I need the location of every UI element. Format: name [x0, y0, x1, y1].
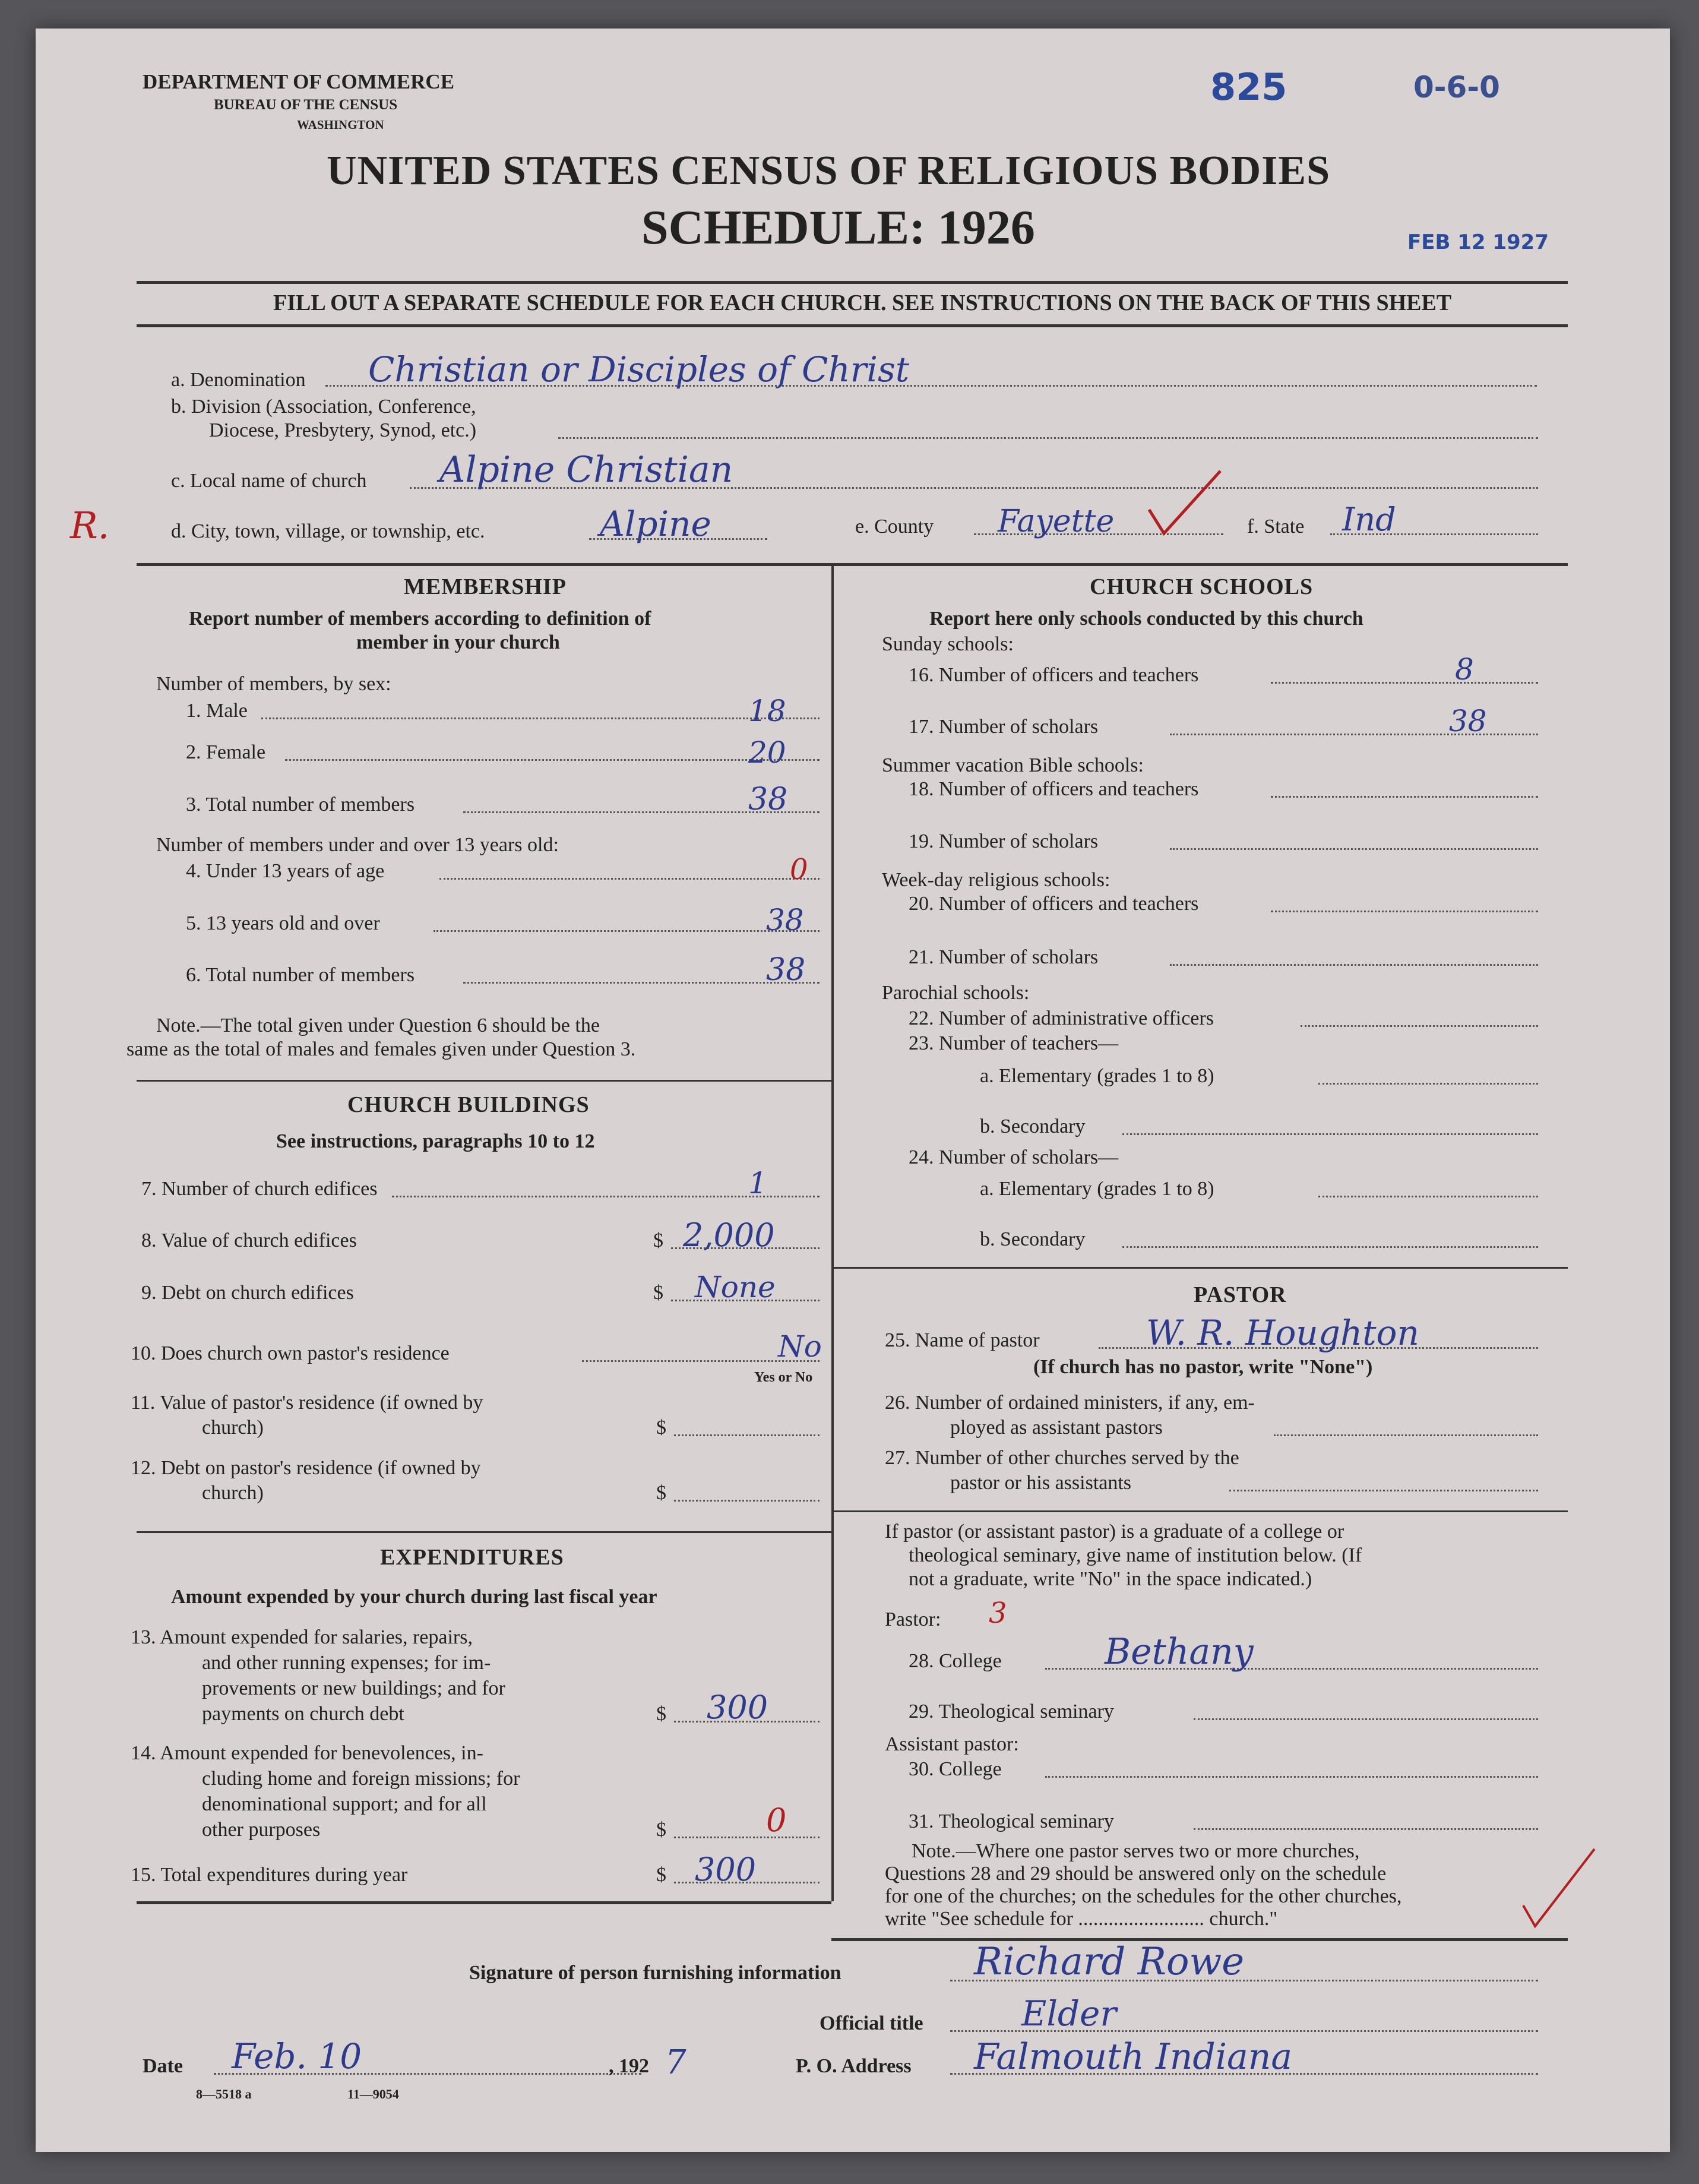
state-label: f. State: [1247, 516, 1305, 538]
q15-label: 15. Total expenditures during year: [131, 1864, 408, 1886]
rule: [137, 281, 1568, 284]
q11-label-2: church): [202, 1417, 264, 1439]
graduate-note: If pastor (or assistant pastor) is a graduate of a college or: [885, 1521, 1344, 1543]
field-line: [1194, 1718, 1538, 1720]
membership-title: MEMBERSHIP: [404, 574, 567, 599]
q3-value[interactable]: 38: [748, 782, 788, 817]
subtitle: FILL OUT A SEPARATE SCHEDULE FOR EACH CHURCH. SEE INSTRUCTIONS ON THE BACK OF THIS SHEET: [273, 290, 1452, 315]
q14-label-2: cluding home and foreign missions; for: [202, 1768, 520, 1790]
check-mark-icon: [1146, 468, 1223, 539]
city: WASHINGTON: [297, 118, 384, 132]
department: DEPARTMENT OF COMMERCE: [143, 70, 455, 93]
local-name-label: c. Local name of church: [171, 470, 367, 492]
county-label: e. County: [855, 516, 934, 538]
local-name-value[interactable]: Alpine Christian: [439, 449, 733, 491]
weekday-heading: Week-day religious schools:: [882, 869, 1110, 891]
year-digit[interactable]: 7: [665, 2043, 686, 2082]
denomination-value[interactable]: Christian or Disciples of Christ: [368, 349, 910, 390]
summer-heading: Summer vacation Bible schools:: [882, 754, 1144, 776]
q12-label: 12. Debt on pastor's residence (if owned by: [131, 1457, 481, 1479]
q13-label-3: provements or new buildings; and for: [202, 1677, 505, 1699]
field-line: [1194, 1828, 1538, 1830]
field-line: [1318, 1196, 1538, 1197]
age-heading: Number of members under and over 13 years old:: [156, 834, 559, 856]
q9-value[interactable]: None: [695, 1270, 776, 1304]
q18-label: 18. Number of officers and teachers: [909, 778, 1199, 800]
dollar-sign: $: [653, 1282, 663, 1304]
q21-label: 21. Number of scholars: [909, 946, 1099, 968]
pastor-mark: 3: [989, 1597, 1007, 1630]
parochial-heading: Parochial schools:: [882, 982, 1030, 1004]
field-line: [1271, 682, 1538, 684]
field-line: [674, 1500, 820, 1502]
q8-label: 8. Value of church edifices: [141, 1230, 357, 1251]
q26-label: 26. Number of ordained ministers, if any, em-: [885, 1392, 1255, 1414]
q30-label: 30. College: [909, 1758, 1002, 1780]
buildings-intro: See instructions, paragraphs 10 to 12: [276, 1130, 595, 1152]
rule: [137, 563, 1568, 566]
official-title-label: Official title: [820, 2012, 923, 2034]
rule: [137, 324, 1568, 327]
county-value[interactable]: Fayette: [998, 504, 1115, 539]
dollar-sign: $: [653, 1230, 663, 1251]
official-title-value[interactable]: Elder: [1021, 1993, 1117, 2034]
q9-label: 9. Debt on church edifices: [141, 1282, 354, 1304]
po-address-value[interactable]: Falmouth Indiana: [974, 2036, 1293, 2078]
field-line: [1122, 1246, 1538, 1248]
field-line: [1170, 848, 1538, 850]
pastor-note-2: Questions 28 and 29 should be answered only on the schedule: [885, 1863, 1387, 1885]
q23-label: 23. Number of teachers—: [909, 1032, 1119, 1054]
q4-value[interactable]: 0: [790, 853, 808, 886]
q24a-label: a. Elementary (grades 1 to 8): [980, 1178, 1214, 1200]
field-line: [434, 930, 820, 932]
field-line: [1271, 911, 1538, 912]
city-label: d. City, town, village, or township, etc.: [171, 520, 485, 542]
q8-value[interactable]: 2,000: [683, 1216, 775, 1254]
field-line: [1318, 1083, 1538, 1085]
assistant-label: Assistant pastor:: [885, 1733, 1019, 1755]
expenditures-intro: Amount expended by your church during last fiscal year: [171, 1586, 657, 1608]
q23a-label: a. Elementary (grades 1 to 8): [980, 1065, 1214, 1087]
q22-label: 22. Number of administrative officers: [909, 1007, 1214, 1029]
q2-value[interactable]: 20: [748, 735, 786, 770]
membership-intro: Report number of members according to definition of: [189, 608, 651, 630]
q13-label-4: payments on church debt: [202, 1703, 404, 1725]
membership-note-2: same as the total of males and females given under Question 3.: [126, 1038, 636, 1060]
schools-title: CHURCH SCHOOLS: [1090, 574, 1314, 599]
expenditures-title: EXPENDITURES: [380, 1545, 564, 1570]
q20-label: 20. Number of officers and teachers: [909, 893, 1199, 915]
dollar-sign: $: [656, 1864, 666, 1886]
q17-value[interactable]: 38: [1449, 704, 1487, 738]
q27-label: 27. Number of other churches served by the: [885, 1447, 1239, 1469]
schools-intro: Report here only schools conducted by this church: [929, 608, 1363, 630]
census-schedule-sheet: [36, 29, 1670, 2152]
division-label-2: Diocese, Presbytery, Synod, etc.): [209, 419, 477, 441]
bureau: BUREAU OF THE CENSUS: [214, 97, 398, 113]
yes-no-hint: Yes or No: [754, 1370, 813, 1385]
classification-code: 0-6-0: [1413, 70, 1500, 105]
field-line: [1045, 1776, 1538, 1778]
membership-intro-2: member in your church: [356, 631, 560, 653]
field-line: [1170, 964, 1538, 966]
q28-value[interactable]: Bethany: [1105, 1631, 1254, 1673]
year-prefix: , 192: [609, 2055, 649, 2077]
by-sex-heading: Number of members, by sex:: [156, 673, 391, 695]
q23b-label: b. Secondary: [980, 1115, 1086, 1137]
q14-label: 14. Amount expended for benevolences, in-: [131, 1742, 483, 1764]
division-label: b. Division (Association, Conference,: [171, 396, 476, 418]
q13-value[interactable]: 300: [707, 1689, 768, 1726]
no-pastor-note: (If church has no pastor, write "None"): [1033, 1356, 1373, 1378]
field-line: [1229, 1490, 1538, 1491]
q25-label: 25. Name of pastor: [885, 1329, 1040, 1351]
q6-value[interactable]: 38: [766, 952, 806, 988]
rule: [137, 1901, 831, 1904]
signature-label: Signature of person furnishing information: [469, 1962, 841, 1984]
pastor-note-4: write "See schedule for ......................... church.": [885, 1908, 1278, 1930]
q7-label: 7. Number of church edifices: [141, 1178, 378, 1200]
q2-label: 2. Female: [186, 741, 266, 763]
check-mark-icon: [1520, 1846, 1597, 1929]
q28-label: 28. College: [909, 1650, 1002, 1672]
date-label: Date: [143, 2055, 183, 2077]
q11-label: 11. Value of pastor's residence (if owned by: [131, 1392, 483, 1414]
q12-label-2: church): [202, 1482, 264, 1504]
q7-value[interactable]: 1: [748, 1166, 767, 1200]
date-value[interactable]: Feb. 10: [232, 2036, 362, 2076]
pastor-note-3: for one of the churches; on the schedules for the other churches,: [885, 1885, 1402, 1907]
denomination-label: a. Denomination: [171, 369, 306, 391]
q31-label: 31. Theological seminary: [909, 1810, 1114, 1832]
dollar-sign: $: [656, 1417, 666, 1439]
q24-label: 24. Number of scholars—: [909, 1146, 1119, 1168]
q10-value[interactable]: No: [778, 1329, 822, 1364]
city-value[interactable]: Alpine: [600, 504, 711, 544]
po-address-label: P. O. Address: [796, 2055, 912, 2077]
q5-label: 5. 13 years old and over: [186, 912, 380, 934]
pastor-note: Note.—Where one pastor serves two or more churches,: [912, 1840, 1360, 1862]
q6-label: 6. Total number of members: [186, 964, 415, 986]
q4-label: 4. Under 13 years of age: [186, 860, 385, 882]
q14-label-3: denominational support; and for all: [202, 1793, 487, 1815]
q5-value[interactable]: 38: [766, 903, 804, 937]
form-number: 8—5518 a: [196, 2087, 252, 2101]
dollar-sign: $: [656, 1482, 666, 1504]
field-line: [558, 437, 1538, 439]
rule: [831, 1267, 1568, 1269]
print-number: 11—9054: [347, 2087, 399, 2101]
q16-label: 16. Number of officers and teachers: [909, 664, 1199, 686]
column-divider: [831, 563, 834, 1901]
rule: [137, 1531, 831, 1533]
q14-value[interactable]: 0: [766, 1801, 787, 1839]
field-line: [439, 878, 820, 880]
buildings-title: CHURCH BUILDINGS: [347, 1092, 590, 1117]
graduate-note-3: not a graduate, write "No" in the space indicated.): [909, 1568, 1312, 1590]
received-stamp: FEB 12 1927: [1407, 230, 1549, 254]
form-title: UNITED STATES CENSUS OF RELIGIOUS BODIES: [327, 148, 1331, 194]
field-line: [1274, 1434, 1538, 1436]
q17-label: 17. Number of scholars: [909, 716, 1099, 738]
pastor-label: Pastor:: [885, 1608, 941, 1630]
state-value[interactable]: Ind: [1342, 501, 1396, 538]
field-line: [285, 759, 820, 761]
membership-note: Note.—The total given under Question 6 should be the: [156, 1014, 600, 1036]
field-line: [1122, 1133, 1538, 1135]
field-line: [1271, 796, 1538, 798]
q14-label-4: other purposes: [202, 1819, 321, 1841]
q26-label-2: ployed as assistant pastors: [950, 1417, 1163, 1439]
q27-label-2: pastor or his assistants: [950, 1472, 1132, 1494]
dollar-sign: $: [656, 1819, 666, 1841]
rule: [831, 1510, 1568, 1512]
graduate-note-2: theological seminary, give name of institution below. (If: [909, 1544, 1362, 1566]
q3-label: 3. Total number of members: [186, 794, 415, 816]
q16-value[interactable]: 8: [1455, 652, 1474, 687]
q25-value[interactable]: W. R. Houghton: [1146, 1313, 1419, 1353]
pastor-title: PASTOR: [1194, 1282, 1287, 1307]
q29-label: 29. Theological seminary: [909, 1701, 1114, 1722]
field-line: [674, 1837, 820, 1838]
margin-mark: R.: [70, 504, 110, 547]
q10-label: 10. Does church own pastor's residence: [131, 1342, 450, 1364]
field-line: [261, 718, 820, 719]
q13-label: 13. Amount expended for salaries, repairs,: [131, 1626, 473, 1648]
q1-label: 1. Male: [186, 700, 248, 722]
sunday-heading: Sunday schools:: [882, 633, 1014, 655]
field-line: [1301, 1025, 1538, 1027]
q1-value[interactable]: 18: [748, 694, 786, 728]
q24b-label: b. Secondary: [980, 1228, 1086, 1250]
schedule-title: SCHEDULE: 1926: [641, 200, 1035, 254]
q15-value[interactable]: 300: [695, 1851, 757, 1888]
rule: [137, 1080, 831, 1082]
q13-label-2: and other running expenses; for im-: [202, 1652, 491, 1674]
q19-label: 19. Number of scholars: [909, 830, 1099, 852]
signature-value[interactable]: Richard Rowe: [974, 1940, 1245, 1984]
dollar-sign: $: [656, 1703, 666, 1725]
file-number: 825: [1210, 65, 1287, 109]
field-line: [674, 1434, 820, 1436]
